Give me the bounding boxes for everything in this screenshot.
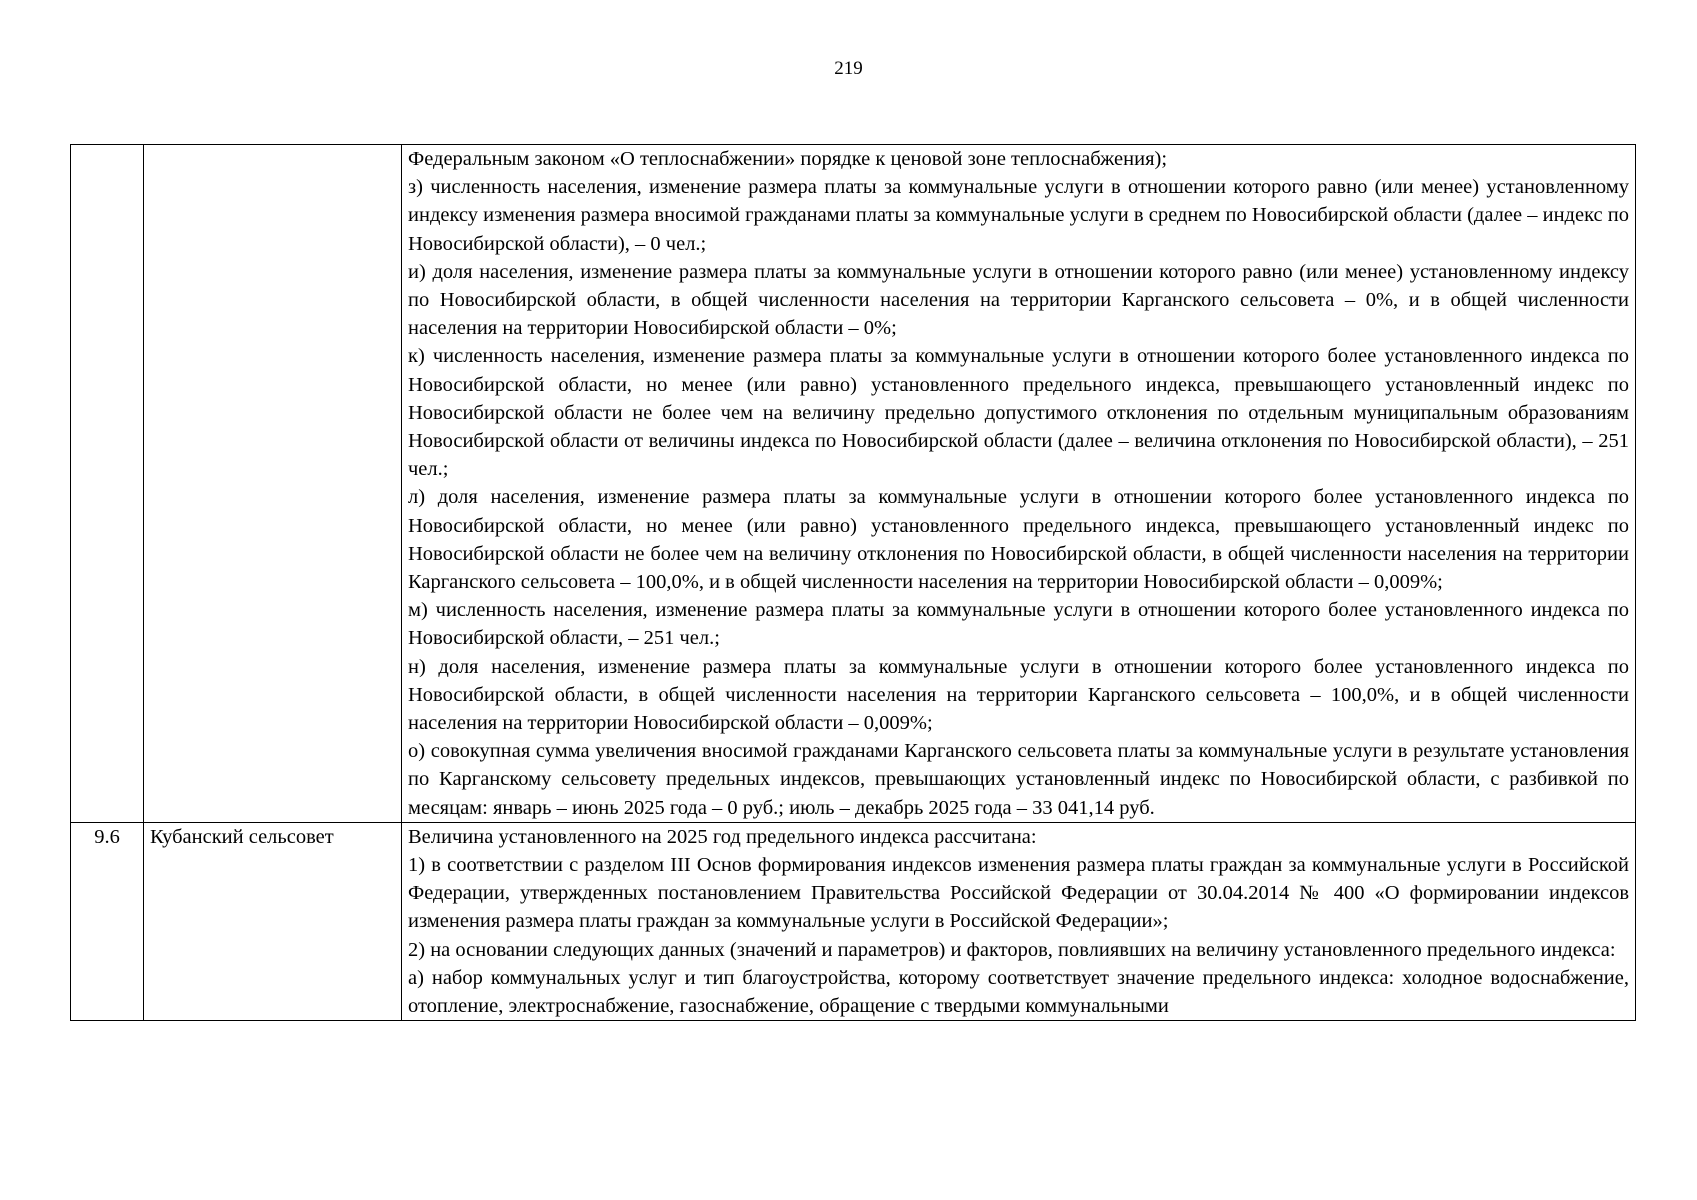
paragraph: л) доля населения, изменение размера платы за коммунальные услуги в отношении которого более установленного индекса по Новосибирской области, но менее (или равно) установленного предельного индекса, превышающего установленный индекс по Новосибирской области не более чем на величину отклонения по Новосибирской области, в общей численности населения на территории Карганского сельсовета – 100,0%, и в общей численности населения на территории Новосибирской области – 0,009%;: [408, 486, 1629, 594]
paragraph: 2) на основании следующих данных (значений и параметров) и факторов, повлиявших на величину установленного предельного индекса:: [408, 938, 1616, 961]
paragraph: и) доля населения, изменение размера платы за коммунальные услуги в отношении которого равно (или менее) установленному индексу по Новосибирской области, в общей численности населения на территории Карганского сельсовета – 0%, и в общей численности населения на территории Новосибирской области – 0%;: [408, 260, 1629, 340]
paragraph: Величина установленного на 2025 год предельного индекса рассчитана:: [408, 825, 1037, 848]
paragraph: з) численность населения, изменение размера платы за коммунальные услуги в отношении которого равно (или менее) установленному индексу изменения размера вносимой гражданами платы за коммунальные услуги в среднем по Новосибирской области (далее – индекс по Новосибирской области), – 0 чел.;: [408, 176, 1629, 255]
paragraph: а) набор коммунальных услуг и тип благоустройства, которому соответствует значение предельного индекса: холодное водоснабжение, отопление, электроснабжение, газоснабжение, обращение с твердыми коммунальными: [408, 966, 1629, 1018]
paragraph: м) численность населения, изменение размера платы за коммунальные услуги в отношении которого более установленного индекса по Новосибирской области, – 251 чел.;: [408, 599, 1629, 650]
municipality-name-cell: [144, 145, 402, 823]
paragraph: о) совокупная сумма увеличения вносимой гражданами Карганского сельсовета платы за коммунальные услуги в результате установления по Карганскому сельсовету предельных индексов, превышающих установленный индекс по Новосибирской области, с разбивкой по месяцам: январь – июнь 2025 года – 0 руб.; июль – декабрь 2025 года – 33 041,14 руб.: [408, 740, 1629, 819]
municipality-name-cell: Кубанский сельсовет: [144, 822, 402, 1020]
paragraph: 1) в соответствии с разделом III Основ формирования индексов изменения размера платы граждан за коммунальные услуги в Российской Федерации, утвержденных постановлением Правительства Российской Федерации от 30.04.2014 № 400 «О формировании индексов изменения размера платы граждан за коммунальные услуги в Российской Федерации»;: [408, 854, 1629, 933]
description-cell: [402, 822, 1636, 1020]
description-cell: [402, 145, 1636, 823]
page-number: 219: [834, 58, 863, 79]
paragraph: н) доля населения, изменение размера платы за коммунальные услуги в отношении которого более установленного индекса по Новосибирской области, в общей численности населения на территории Карганского сельсовета – 100,0%, и в общей численности населения на территории Новосибирской области – 0,009%;: [408, 655, 1629, 735]
paragraph: к) численность населения, изменение размера платы за коммунальные услуги в отношении которого более установленного индекса по Новосибирской области, но менее (или равно) установленного предельного индекса, превышающего установленный индекс по Новосибирской области не более чем на величину предельно допустимого отклонения по отдельным муниципальным образованиям Новосибирской области от величины индекса по Новосибирской области (далее – величина отклонения по Новосибирской области), – 251 чел.;: [408, 345, 1629, 481]
row-number-cell: 9.6: [71, 822, 144, 1020]
row-number-cell: [71, 145, 144, 823]
table-row: [71, 145, 1636, 823]
document-table: [70, 144, 1636, 1021]
table-row: [71, 822, 1636, 1020]
paragraph: Федеральным законом «О теплоснабжении» порядке к ценовой зоне теплоснабжения);: [408, 148, 1168, 170]
